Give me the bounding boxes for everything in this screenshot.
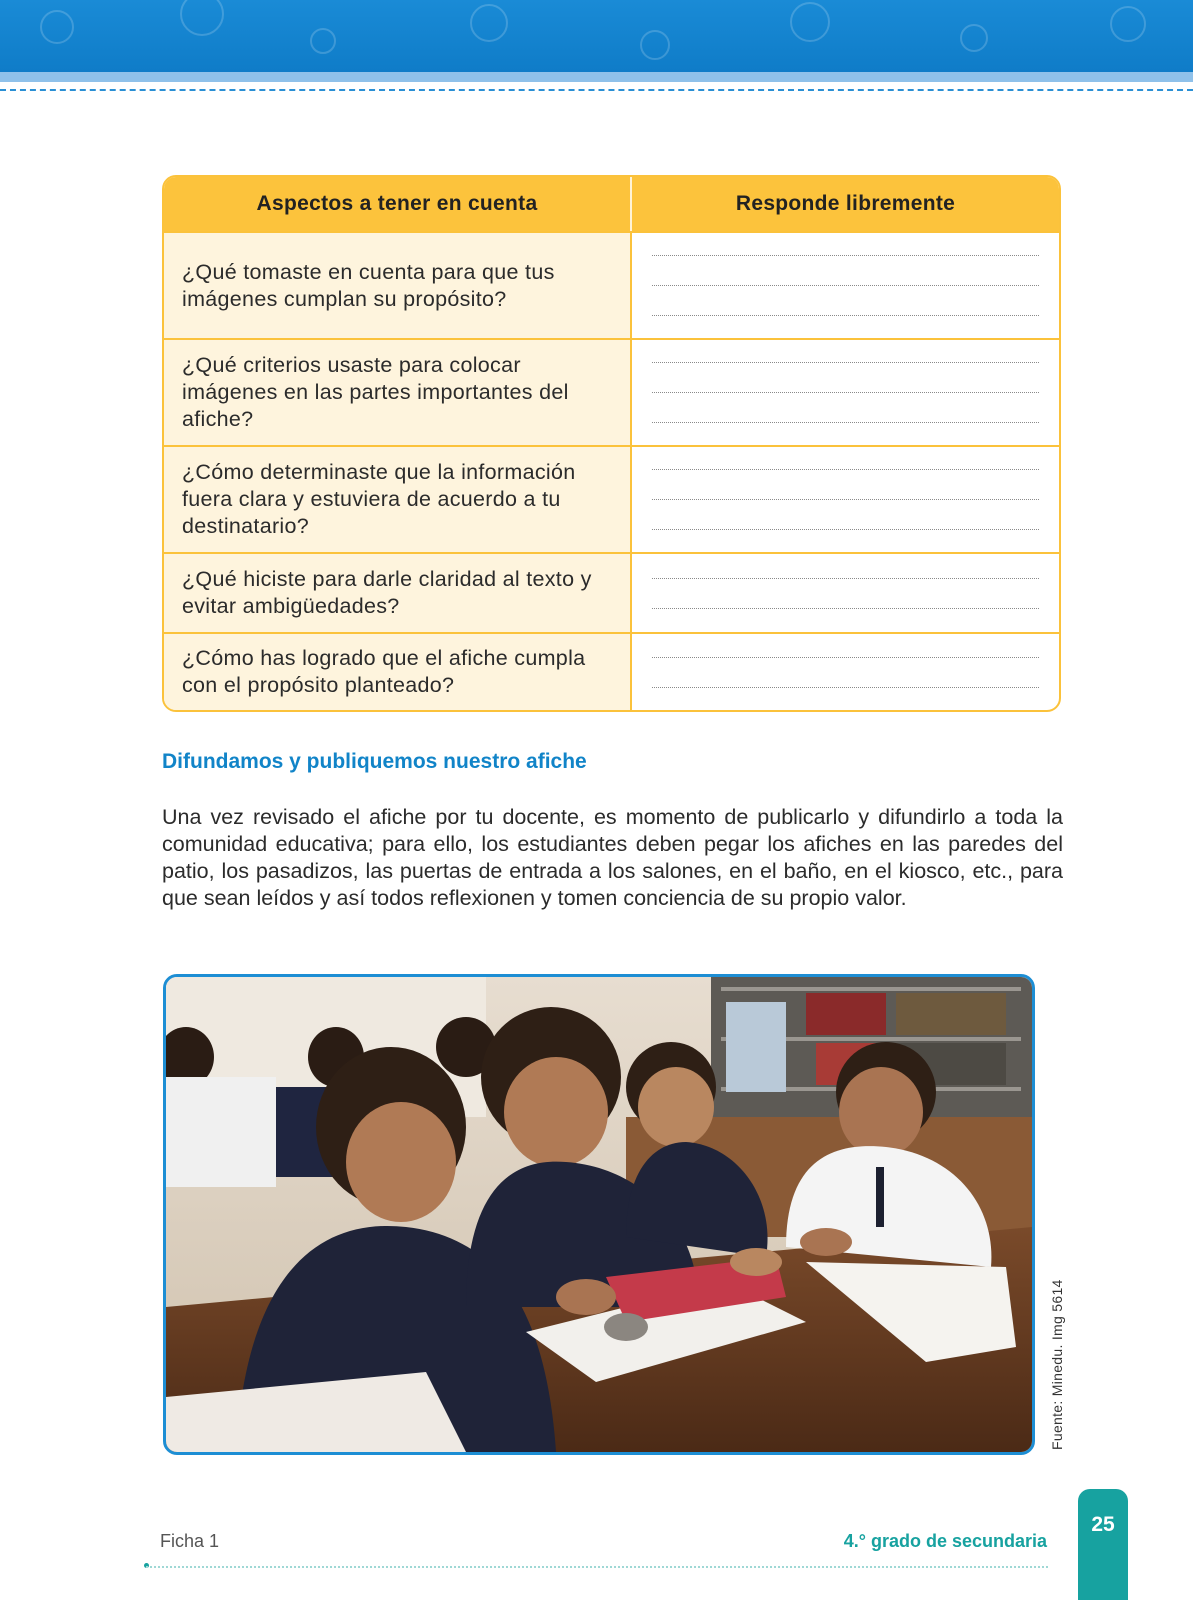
header-band	[0, 0, 1193, 72]
answer-line[interactable]	[652, 529, 1039, 530]
answer-line[interactable]	[652, 469, 1039, 470]
answer-line[interactable]	[652, 255, 1039, 256]
answer-line[interactable]	[652, 315, 1039, 316]
table-question: ¿Cómo has logrado que el afiche cumpla con el propósito planteado?	[164, 634, 632, 710]
page-number-tab	[1078, 1489, 1128, 1600]
footer-grade-label: 4.° grado de secundaria	[843, 1531, 1047, 1551]
table-question: ¿Qué criterios usaste para colocar imágenes en las partes importantes del afiche?	[164, 340, 632, 445]
answer-line[interactable]	[652, 687, 1039, 688]
answer-area[interactable]	[632, 233, 1059, 338]
answer-line[interactable]	[652, 578, 1039, 579]
header-divider	[0, 89, 1193, 91]
footer-sheet-label: Ficha 1	[160, 1531, 220, 1551]
table-row	[164, 231, 1059, 338]
section-body: Una vez revisado el afiche por tu docente, es momento de publicarlo y difundirlo a toda la comunidad educativa; para ello, los estudiantes deben pegar los afiches en las paredes del patio, los pasadizos, las puertas de entrada a los salones, en el baño, en el kiosco, etc., para que sean leídos y así todos reflexionen y tomen conciencia de su propio valor.	[162, 805, 1063, 910]
classroom-photo	[163, 974, 1035, 1455]
page-number: 25	[1091, 1513, 1115, 1536]
answer-line[interactable]	[652, 422, 1039, 423]
table-row	[164, 338, 1059, 445]
answer-line[interactable]	[652, 657, 1039, 658]
table-header-responses: Responde libremente	[735, 192, 956, 215]
answer-line[interactable]	[652, 285, 1039, 286]
answer-line[interactable]	[652, 499, 1039, 500]
answer-line[interactable]	[652, 392, 1039, 393]
table-header-aspects: Aspectos a tener en cuenta	[164, 177, 632, 231]
answer-area[interactable]	[632, 340, 1059, 445]
answer-area[interactable]	[632, 634, 1059, 710]
table-question: ¿Qué tomaste en cuenta para que tus imágenes cumplan su propósito?	[164, 233, 632, 338]
header-stripe	[0, 72, 1193, 82]
footer-divider	[146, 1566, 1048, 1568]
table-row	[164, 445, 1059, 552]
criteria-table	[162, 175, 1061, 712]
answer-area[interactable]	[632, 447, 1059, 552]
table-row	[164, 552, 1059, 632]
table-question: ¿Cómo determinaste que la información fuera clara y estuviera de acuerdo a tu destinatario?	[164, 447, 632, 552]
answer-area[interactable]	[632, 554, 1059, 632]
answer-line[interactable]	[652, 362, 1039, 363]
answer-line[interactable]	[652, 608, 1039, 609]
table-row	[164, 632, 1059, 710]
photo-credit: Fuente: Minedu. Img 5614	[1049, 1279, 1065, 1450]
table-header	[164, 177, 1059, 231]
table-question: ¿Qué hiciste para darle claridad al texto y evitar ambigüedades?	[164, 554, 632, 632]
classroom-photo-illustration	[166, 977, 1032, 1452]
section-title: Difundamos y publiquemos nuestro afiche	[162, 750, 587, 773]
